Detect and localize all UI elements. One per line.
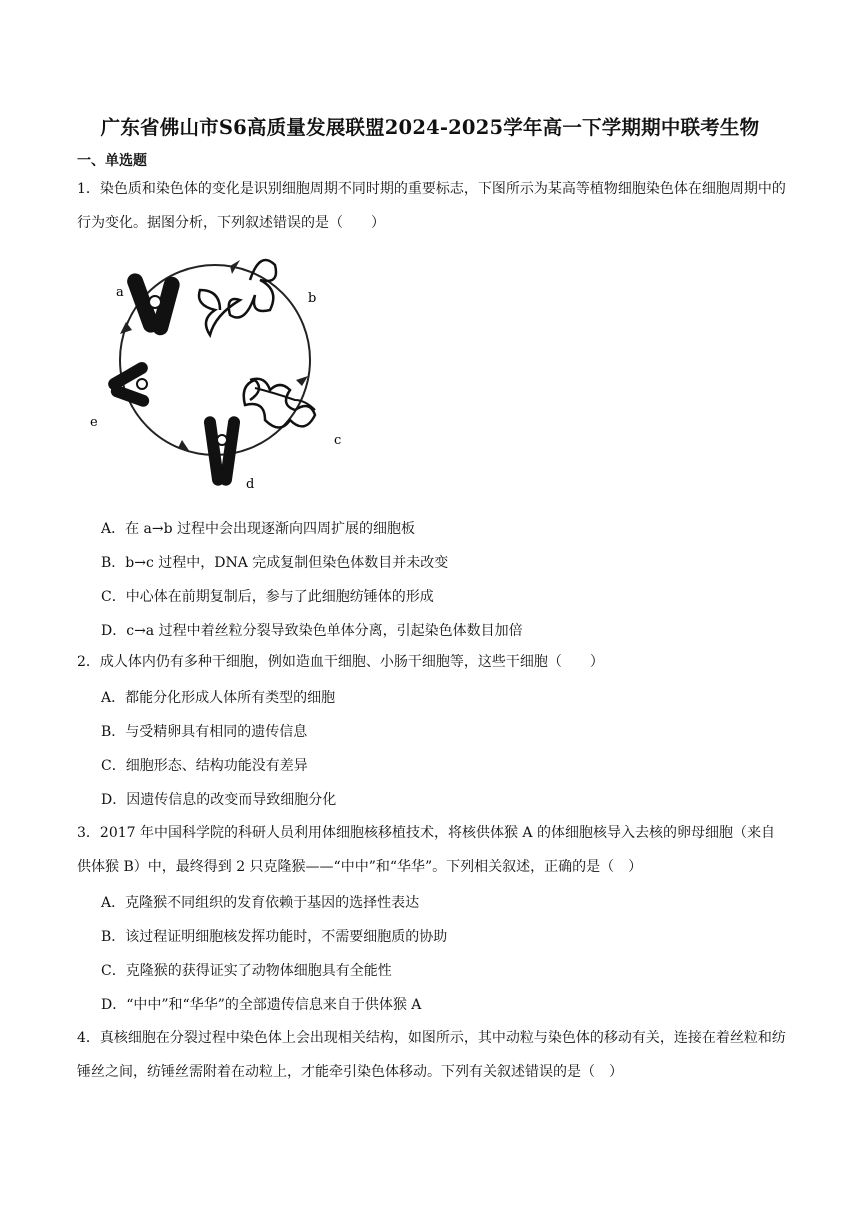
- question-3-option-d: D．“中中”和“华华”的全部遗传信息来自于供体猴 A: [101, 997, 422, 1013]
- question-1-option-c: C．中心体在前期复制后，参与了此细胞纺锤体的形成: [101, 589, 434, 605]
- question-3-option-a: A．克隆猴不同组织的发育依赖于基因的选择性表达: [101, 895, 420, 911]
- section-heading: 一、单选题: [77, 153, 147, 169]
- chromosome-e: [106, 360, 151, 409]
- chromosome-d: [203, 416, 241, 487]
- arrow-left: [120, 322, 132, 334]
- chromatin-b: [199, 260, 276, 335]
- document-title: 广东省佛山市S6高质量发展联盟2024-2025学年高一下学期期中联考生物: [100, 116, 760, 139]
- question-1-option-a: A．在 a→b 过程中会出现逐渐向四周扩展的细胞板: [101, 521, 416, 537]
- question-3-option-c: C．克隆猴的获得证实了动物体细胞具有全能性: [101, 963, 392, 979]
- question-4-stem: 4．真核细胞在分裂过程中染色体上会出现相关结构，如图所示，其中动粒与染色体的移动有关，连接在着丝粒和纺锤丝之间，纺锤丝需附着在动粒上，才能牵引染色体移动。下列有关叙述错误的是（ ）: [77, 1030, 786, 1080]
- label-c: c: [334, 433, 342, 448]
- question-2-option-c: C．细胞形态、结构功能没有差异: [101, 758, 308, 774]
- question-2-option-d: D．因遗传信息的改变而导致细胞分化: [101, 792, 337, 808]
- question-3-stem: 3．2017 年中国科学院的科研人员利用体细胞核移植技术，将核供体猴 A 的体细胞核导入去核的卵母细胞（来自供体猴 B）中，最终得到 2 只克隆猴——“中中”和“华华”。下列相关叙述，正确的是（ ）: [77, 825, 775, 875]
- label-a: a: [116, 285, 124, 300]
- label-b: b: [308, 291, 317, 306]
- chromosome-a: [125, 271, 182, 337]
- label-d: d: [246, 477, 255, 492]
- question-1-stem: 1．染色质和染色体的变化是识别细胞周期不同时期的重要标志，下图所示为某高等植物细胞染色体在细胞周期中的行为变化。据图分析，下列叙述错误的是（ ）: [77, 181, 786, 231]
- label-e: e: [90, 415, 98, 430]
- cell-cycle-figure: [90, 240, 370, 500]
- question-2-option-b: B．与受精卵具有相同的遗传信息: [101, 724, 308, 740]
- question-1-option-b: B．b→c 过程中，DNA 完成复制但染色体数目并未改变: [101, 555, 449, 571]
- question-2-stem: 2．成人体内仍有多种干细胞，例如造血干细胞、小肠干细胞等，这些干细胞（ ）: [77, 654, 604, 670]
- question-2-option-a: A．都能分化形成人体所有类型的细胞: [101, 690, 336, 706]
- question-3-option-b: B．该过程证明细胞核发挥功能时，不需要细胞质的协助: [101, 929, 448, 945]
- question-1-option-d: D．c→a 过程中着丝粒分裂导致染色单体分离，引起染色体数目加倍: [101, 623, 523, 639]
